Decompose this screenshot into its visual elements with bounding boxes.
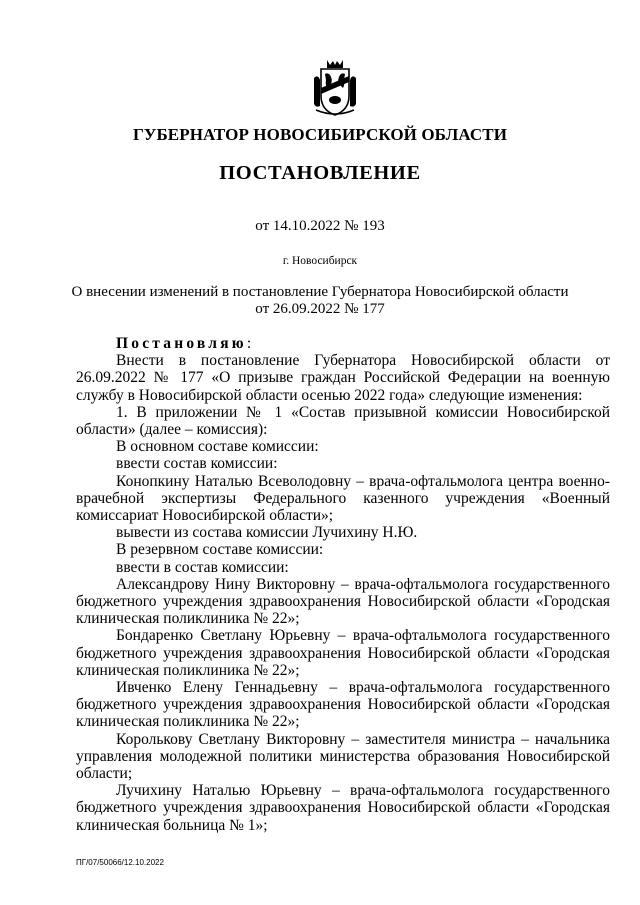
paragraph: 1. В приложении № 1 «Состав призывной комиссии Новосибирской области» (далее – комиссия): bbox=[76, 403, 610, 439]
governor-heading: ГУБЕРНАТОР НОВОСИБИРСКОЙ ОБЛАСТИ bbox=[132, 125, 508, 144]
paragraph: Королькову Светлану Викторовну – заместителя министра – начальника управления молодежной политики министерства образования Новосибирской области; bbox=[76, 730, 610, 783]
document-title: ПОСТАНОВЛЕНИЕ bbox=[219, 162, 421, 184]
paragraph: В резервном составе комиссии: bbox=[116, 541, 324, 559]
paragraph: Конопкину Наталью Всеволодовну – врача-офтальмолога центра военно-врачебной экспертизы Федерального казенного учреждения «Военный комиссариат Новосибирской области»; bbox=[76, 472, 610, 525]
document-body bbox=[76, 335, 610, 834]
paragraph: ввести в состав комиссии: bbox=[116, 558, 289, 576]
coat-of-arms-icon bbox=[312, 58, 358, 118]
subject-line-1: О внесении изменений в постановление Губернатора Новосибирской области bbox=[71, 284, 569, 300]
paragraph: вывести из состава комиссии Лучихину Н.Ю. bbox=[116, 524, 418, 542]
subject-heading bbox=[0, 284, 640, 318]
paragraph: Бондаренко Светлану Юрьевну – врача-офтальмолога государственного бюджетного учреждения здравоохранения Новосибирской области «Городская клиническая поликлиника № 22»; bbox=[76, 627, 610, 679]
date-number: от 14.10.2022 № 193 bbox=[255, 218, 385, 234]
document-code: ПГ/07/50066/12.10.2022 bbox=[76, 858, 164, 867]
decree-colon: : bbox=[246, 335, 252, 352]
paragraph: Лучихину Наталью Юрьевну – врача-офтальмолога государственного бюджетного учреждения здравоохранения Новосибирской области «Городская клиническая больница № 1»; bbox=[76, 782, 610, 834]
paragraph: ввести состав комиссии: bbox=[116, 455, 278, 473]
decree-word: Постановляю bbox=[116, 335, 247, 352]
city-label: г. Новосибирск bbox=[282, 255, 358, 267]
paragraph: Ивченко Елену Геннадьевну – врача-офтальмолога государственного бюджетного учреждения здравоохранения Новосибирской области «Городская клиническая поликлиника № 22»; bbox=[76, 679, 610, 731]
subject-line-2: от 26.09.2022 № 177 bbox=[255, 301, 385, 317]
decree-line bbox=[76, 335, 610, 352]
paragraph: Александрову Нину Викторовну – врача-офтальмолога государственного бюджетного учреждения здравоохранения Новосибирской области «Городская клиническая поликлиника № 22»; bbox=[76, 575, 610, 628]
paragraph: В основном составе комиссии: bbox=[116, 438, 319, 456]
paragraph: Внести в постановление Губернатора Новосибирской области от 26.09.2022 № 177 «О призыве граждан Российской Федерации на военную службу в Новосибирской области осенью 2022 года» следующие изменения: bbox=[76, 352, 610, 404]
